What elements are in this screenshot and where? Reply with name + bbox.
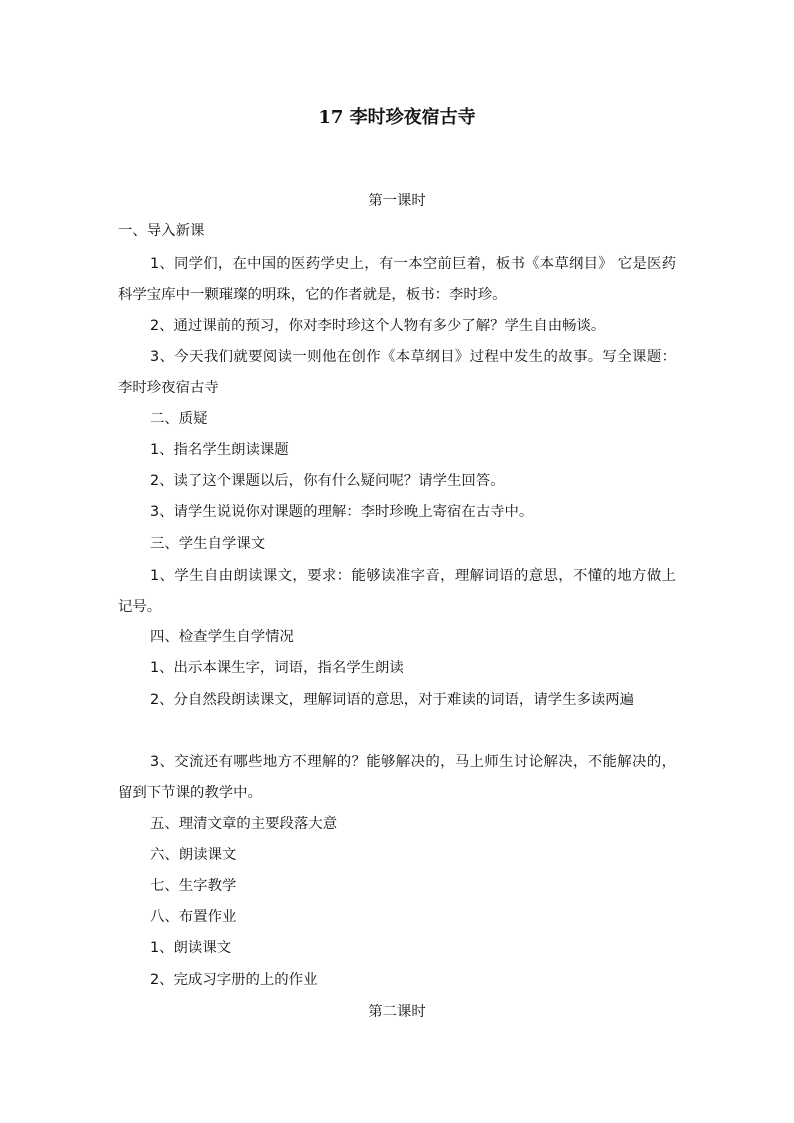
paragraph: 一、导入新课: [118, 223, 205, 239]
paragraph: 八、布置作业: [150, 909, 237, 925]
paragraph: 1、指名学生朗读课题: [150, 442, 289, 458]
paragraph: 三、学生自学课文: [150, 536, 266, 552]
paragraph: 2、完成习字册的上的作业: [150, 972, 318, 988]
paragraph: 1、出示本课生字，词语，指名学生朗读: [150, 660, 404, 676]
paragraph: 五、理清文章的主要段落大意: [150, 816, 338, 832]
paragraph: 1、同学们，在中国的医药学史上，有一本空前巨着，板书《本草纲目》 它是医药科学宝库中一颗璀璨的明珠，它的作者就是，板书：李时珍。: [118, 256, 676, 303]
paragraph: 2、通过课前的预习，你对李时珍这个人物有多少了解？学生自由畅谈。: [150, 318, 606, 334]
paragraph: 3、交流还有哪些地方不理解的？能够解决的，马上师生讨论解决，不能解决的，留到下节课的教学中。: [118, 754, 676, 801]
section-heading: 第二课时: [368, 1004, 426, 1020]
paragraph: 七、生字教学: [150, 878, 237, 894]
paragraph: 3、请学生说说你对课题的理解：李时珍晚上寄宿在古寺中。: [150, 504, 534, 520]
document-title: 17 李时珍夜宿古寺: [318, 107, 476, 128]
paragraph: 3、今天我们就要阅读一则他在创作《本草纲目》过程中发生的故事。写全课题：李时珍夜宿古寺: [118, 349, 676, 396]
paragraph: 二、质疑: [150, 411, 208, 427]
paragraph: 1、学生自由朗读课文，要求：能够读准字音，理解词语的意思，不懂的地方做上记号。: [118, 568, 676, 615]
section-heading: 第一课时: [368, 193, 426, 209]
paragraph: 四、检查学生自学情况: [150, 629, 294, 645]
paragraph: 2、读了这个课题以后，你有什么疑问呢？请学生回答。: [150, 473, 505, 489]
paragraph: 六、朗读课文: [150, 847, 237, 863]
paragraph: 2、分自然段朗读课文，理解词语的意思，对于难读的词语，请学生多读两遍: [150, 692, 635, 708]
paragraph: 1、朗读课文: [150, 940, 232, 956]
